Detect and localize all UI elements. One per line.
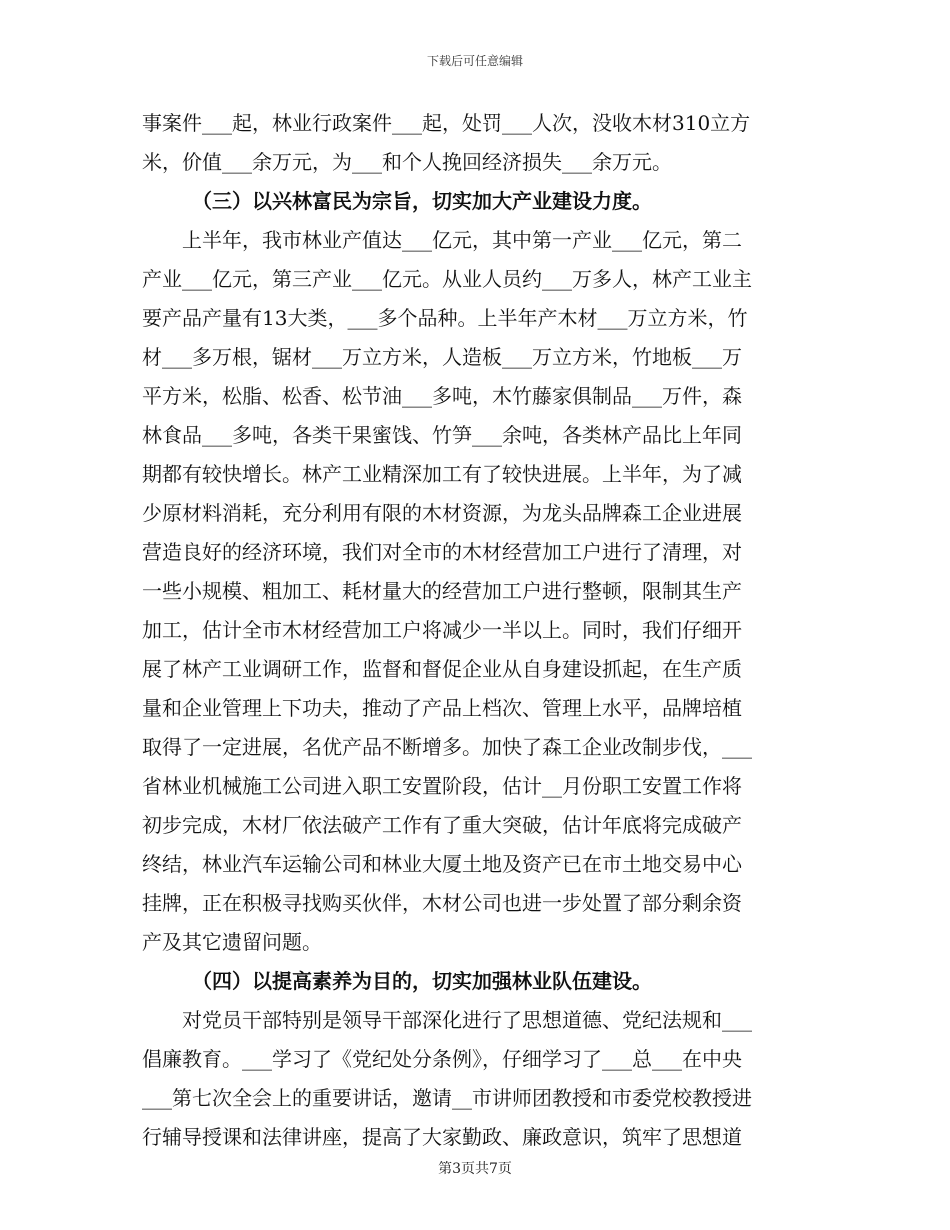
- text-line: 一些小规模、粗加工、耗材量大的经营加工户进行整顿，限制其生产: [142, 579, 742, 603]
- text-line: 要产品产量有13大类，___多个品种。上半年产木材___万立方米，竹: [142, 306, 748, 330]
- text-line: 材___多万根，锯材___万立方米，人造板___万立方米，竹地板___万: [142, 345, 742, 369]
- text-line: 平方米，松脂、松香、松节油___多吨，木竹藤家俱制品___万件，森: [142, 384, 742, 408]
- text-line: 量和企业管理上下功夫，推动了产品上档次、管理上水平，品牌培植: [142, 696, 742, 720]
- text-line: 终结，林业汽车运输公司和林业大厦土地及资产已在市土地交易中心: [142, 852, 742, 876]
- text-line: 倡廉教育。___学习了《党纪处分条例》，仔细学习了___总___在中央: [142, 1047, 742, 1071]
- text-line: 挂牌，正在积极寻找购买伙伴，木材公司也进一步处置了部分剩余资: [142, 891, 742, 915]
- text-line: 产业___亿元，第三产业___亿元。从业人员约___万多人，林产工业主: [142, 267, 752, 291]
- section-heading: （三）以兴林富民为宗旨，切实加大产业建设力度。: [192, 189, 652, 213]
- text-line: 少原材料消耗，充分利用有限的木材资源，为龙头品牌森工企业进展: [142, 501, 742, 525]
- text-line: 上半年，我市林业产值达___亿元，其中第一产业___亿元，第二: [142, 228, 742, 252]
- text-line: 米，价值___余万元，为___和个人挽回经济损失___余万元。: [142, 150, 672, 174]
- text-line: 产及其它遗留问题。: [142, 930, 322, 954]
- text-line: 林食品___多吨，各类干果蜜饯、竹笋___余吨，各类林产品比上年同: [142, 423, 742, 447]
- page-number: 第3页共7页: [438, 1161, 512, 1177]
- document-body: [142, 104, 808, 1157]
- text-line: 营造良好的经济环境，我们对全市的木材经营加工户进行了清理，对: [142, 540, 742, 564]
- text-line: 事案件___起，林业行政案件___起，处罚___人次，没收木材310立方: [142, 111, 751, 135]
- text-line: 期都有较快增长。林产工业精深加工有了较快进展。上半年，为了减: [142, 462, 742, 486]
- section-heading: （四）以提高素养为目的，切实加强林业队伍建设。: [192, 969, 652, 993]
- text-line: ___第七次全会上的重要讲话，邀请__市讲师团教授和市委党校教授进: [142, 1086, 752, 1110]
- page-header: 下载后可任意编辑: [426, 54, 523, 68]
- text-line: 取得了一定进展，名优产品不断增多。加快了森工企业改制步伐，___: [142, 735, 752, 759]
- text-line: 行辅导授课和法律讲座，提高了大家勤政、廉政意识，筑牢了思想道: [142, 1125, 742, 1149]
- text-line: 展了林产工业调研工作，监督和督促企业从自身建设抓起，在生产质: [142, 657, 742, 681]
- text-line: 加工，估计全市木材经营加工户将减少一半以上。同时，我们仔细开: [142, 618, 742, 642]
- text-line: 省林业机械施工公司进入职工安置阶段，估计__月份职工安置工作将: [142, 774, 742, 798]
- text-line: 初步完成，木材厂依法破产工作有了重大突破，估计年底将完成破产: [142, 813, 742, 837]
- text-line: 对党员干部特别是领导干部深化进行了思想道德、党纪法规和___: [142, 1008, 752, 1032]
